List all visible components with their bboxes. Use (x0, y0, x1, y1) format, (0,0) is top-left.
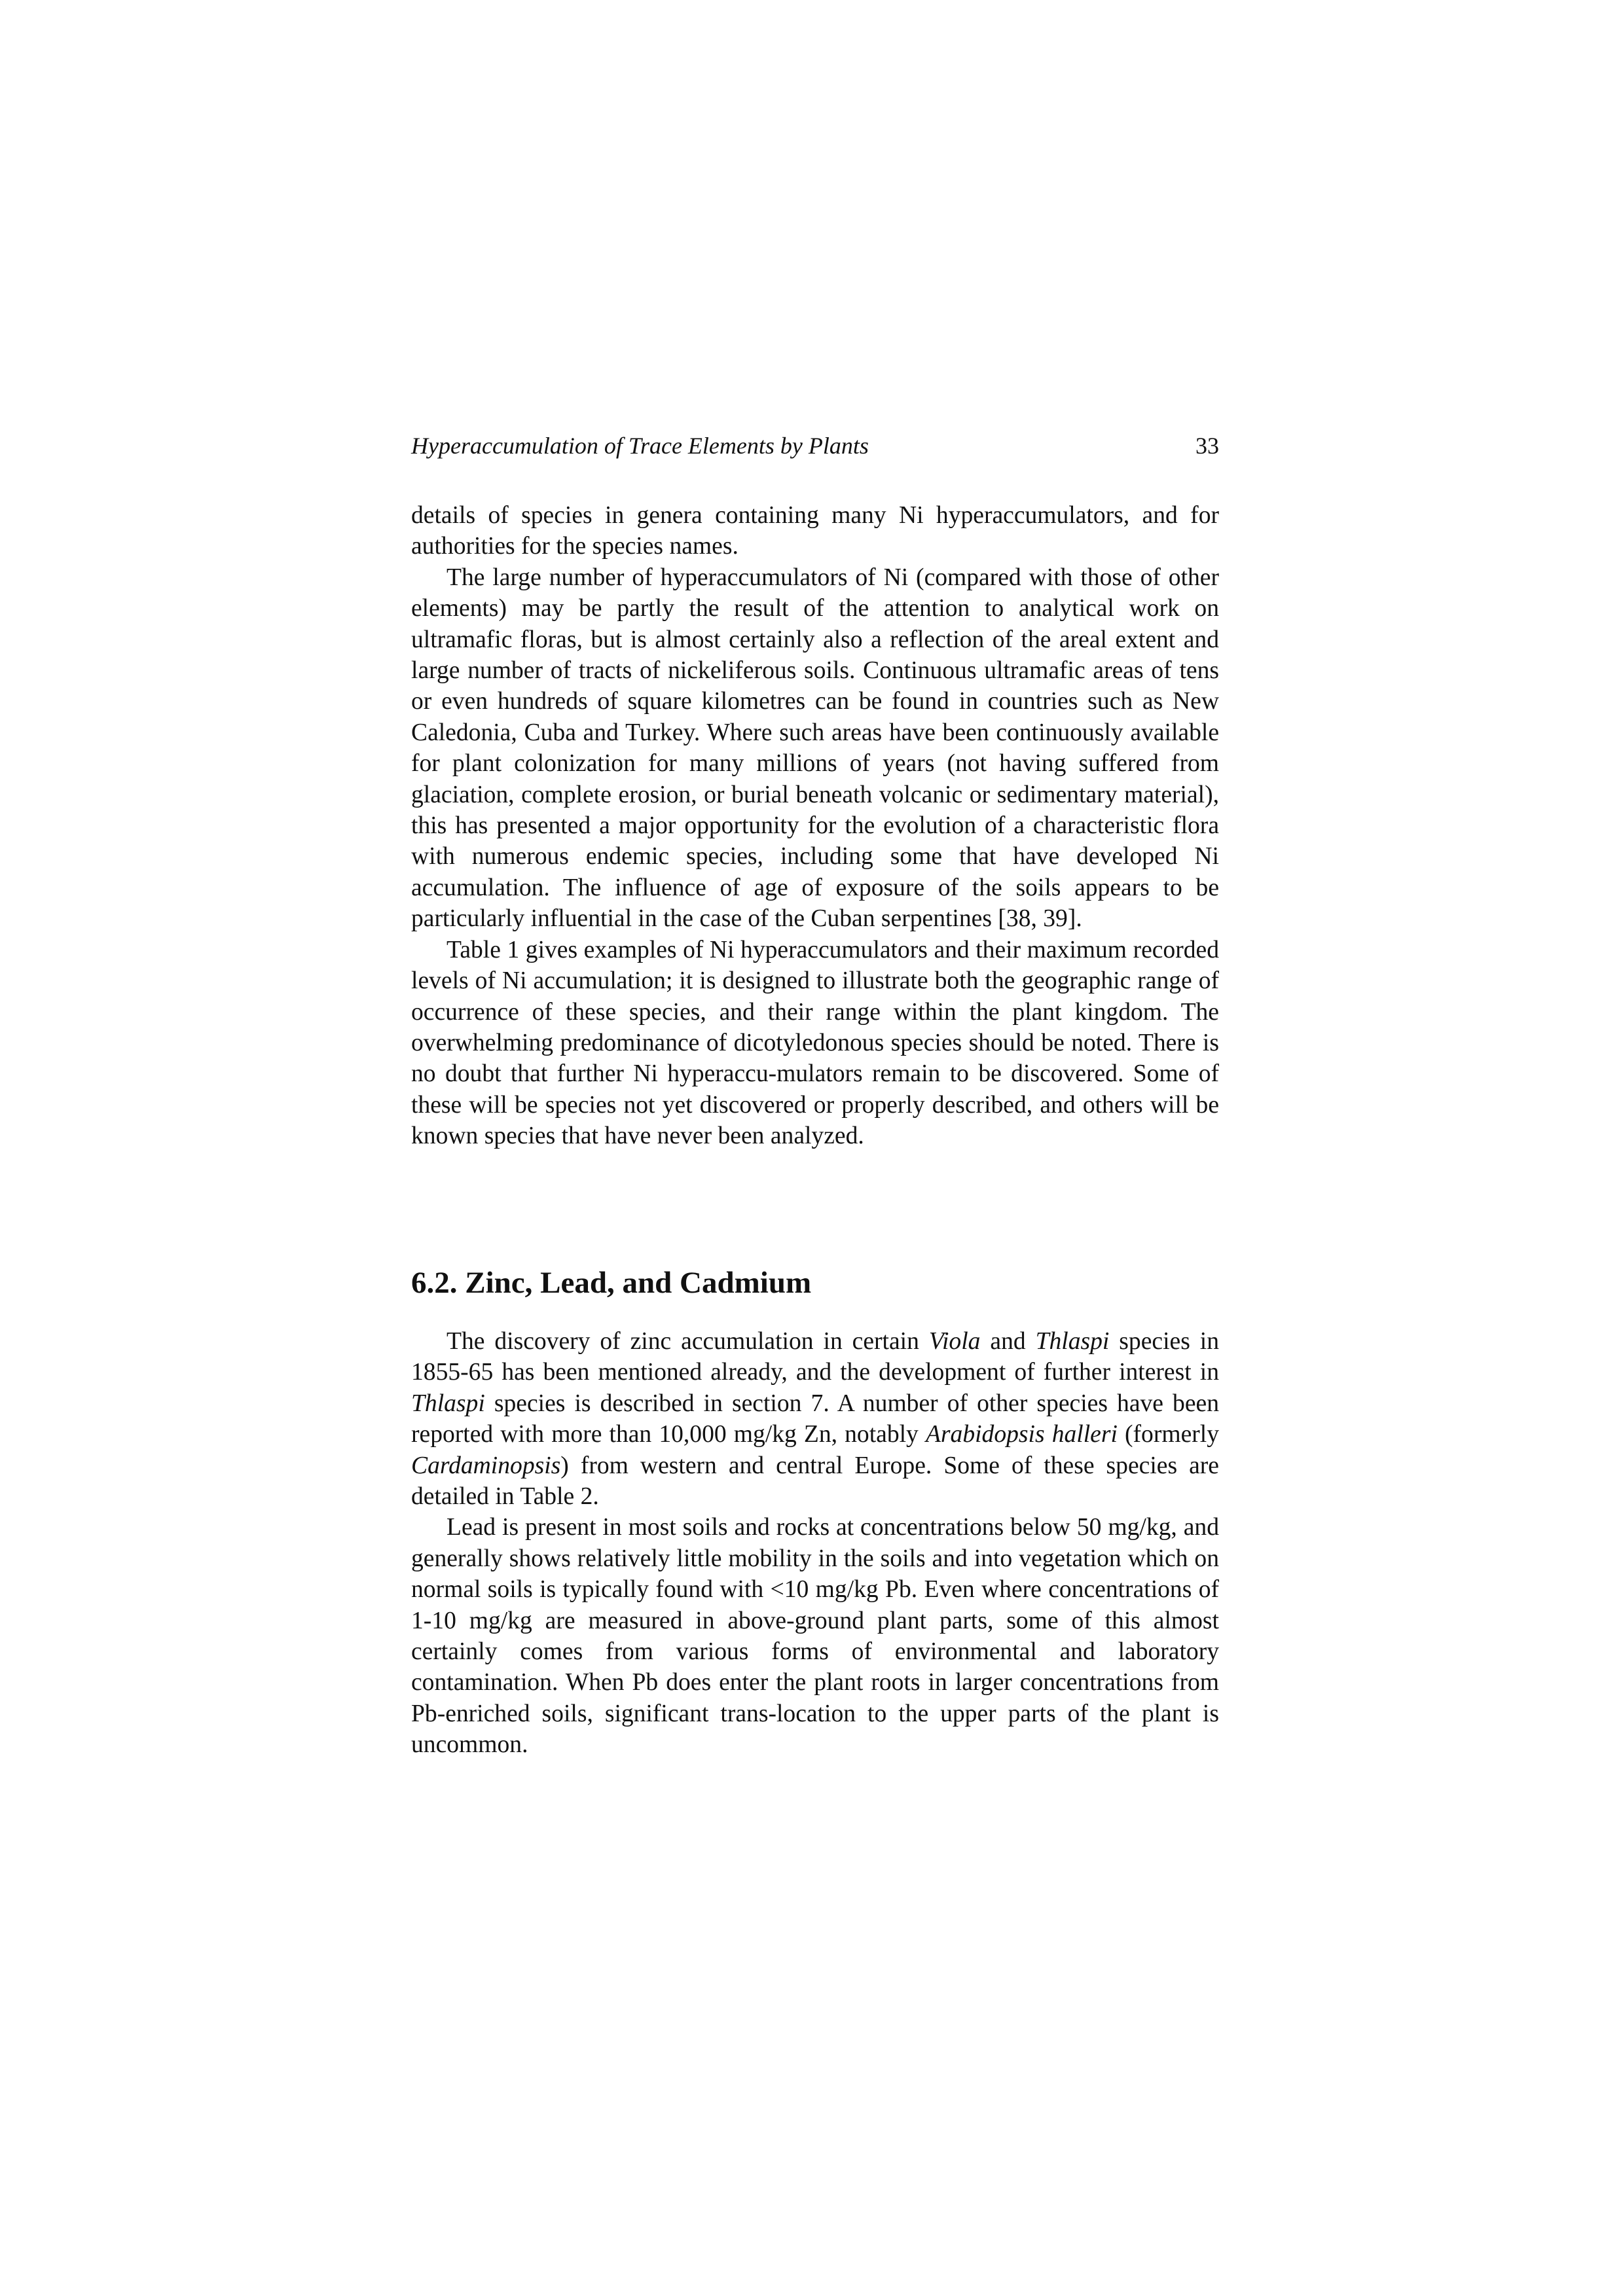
paragraph-lead: Lead is present in most soils and rocks at concentrations below 50 mg/kg, and generally shows relatively little mobility in the soils and into vegetation which on normal soils is typically found with <10 mg/kg Pb. Even where concentrations of 1-10 mg/kg are measured in above-ground plant parts, some of this almost certainly comes from various forms of environmental and laboratory contamination. When Pb does enter the plant roots in larger concentrations from Pb-enriched soils, significant trans-location to the upper parts of the plant is uncommon. (411, 1514, 1219, 1759)
paragraph-continuation: details of species in genera containing many Ni hyperaccumulators, and for authorities for the species names. (411, 502, 1219, 560)
species-name-italic: Thlaspi (1035, 1328, 1110, 1355)
species-name-italic: Cardaminopsis (411, 1452, 561, 1479)
species-name-italic: Viola (928, 1328, 981, 1355)
species-name-italic: Thlaspi (411, 1390, 485, 1417)
text-run: The discovery of zinc accumulation in certain (447, 1328, 929, 1355)
text-run: (formerly (1117, 1421, 1220, 1448)
running-header (411, 429, 1219, 462)
page-number: 33 (1195, 433, 1219, 459)
running-title: Hyperaccumulation of Trace Elements by Plants (411, 433, 869, 459)
text-run: ) from western and central Europe. Some of these species are detailed in Table 2. (411, 1452, 1219, 1511)
section-heading: 6.2. Zinc, Lead, and Cadmium (411, 1266, 812, 1300)
text-run: species in 1855-65 has been mentioned already, and the development of further interest in (411, 1328, 1219, 1386)
species-name-italic: Arabidopsis halleri (925, 1421, 1118, 1448)
text-run: species is described in section 7. A number of other species have been reported with more than 10,000 mg/kg Zn, notably (411, 1390, 1219, 1448)
body-text-section-zinc-lead-cadmium (411, 1326, 1219, 1761)
paragraph-table-1: Table 1 gives examples of Ni hyperaccumulators and their maximum recorded levels of Ni accumulation; it is designed to illustrate both the geographic range of occurrence of these species, and their range within the plant kingdom. The overwhelming predominance of dicotyledonous species should be noted. There is no doubt that further Ni hyperaccu-mulators remain to be discovered. Some of these will be species not yet discovered or properly described, and others will be known species that have never been analyzed. (411, 936, 1219, 1150)
text-run: and (980, 1328, 1036, 1355)
paragraph-zinc (411, 1326, 1219, 1512)
body-text-section-ni (411, 500, 1219, 1152)
paragraph-ni-hyperaccumulators: The large number of hyperaccumulators of Ni (compared with those of other elements) may be partly the result of the attention to analytical work on ultramafic floras, but is almost certainly also a reflection of the areal extent and large number of tracts of nickeliferous soils. Continuous ultramafic areas of tens or even hundreds of square kilometres can be found in countries such as New Caledonia, Cuba and Turkey. Where such areas have been continuously available for plant colonization for many millions of years (not having suffered from glaciation, complete erosion, or burial beneath volcanic or sedimentary material), this has presented a major opportunity for the evolution of a characteristic flora with numerous endemic species, including some that have developed Ni accumulation. The influence of age of exposure of the soils appears to be particularly influential in the case of the Cuban serpentines [38, 39]. (411, 564, 1219, 933)
